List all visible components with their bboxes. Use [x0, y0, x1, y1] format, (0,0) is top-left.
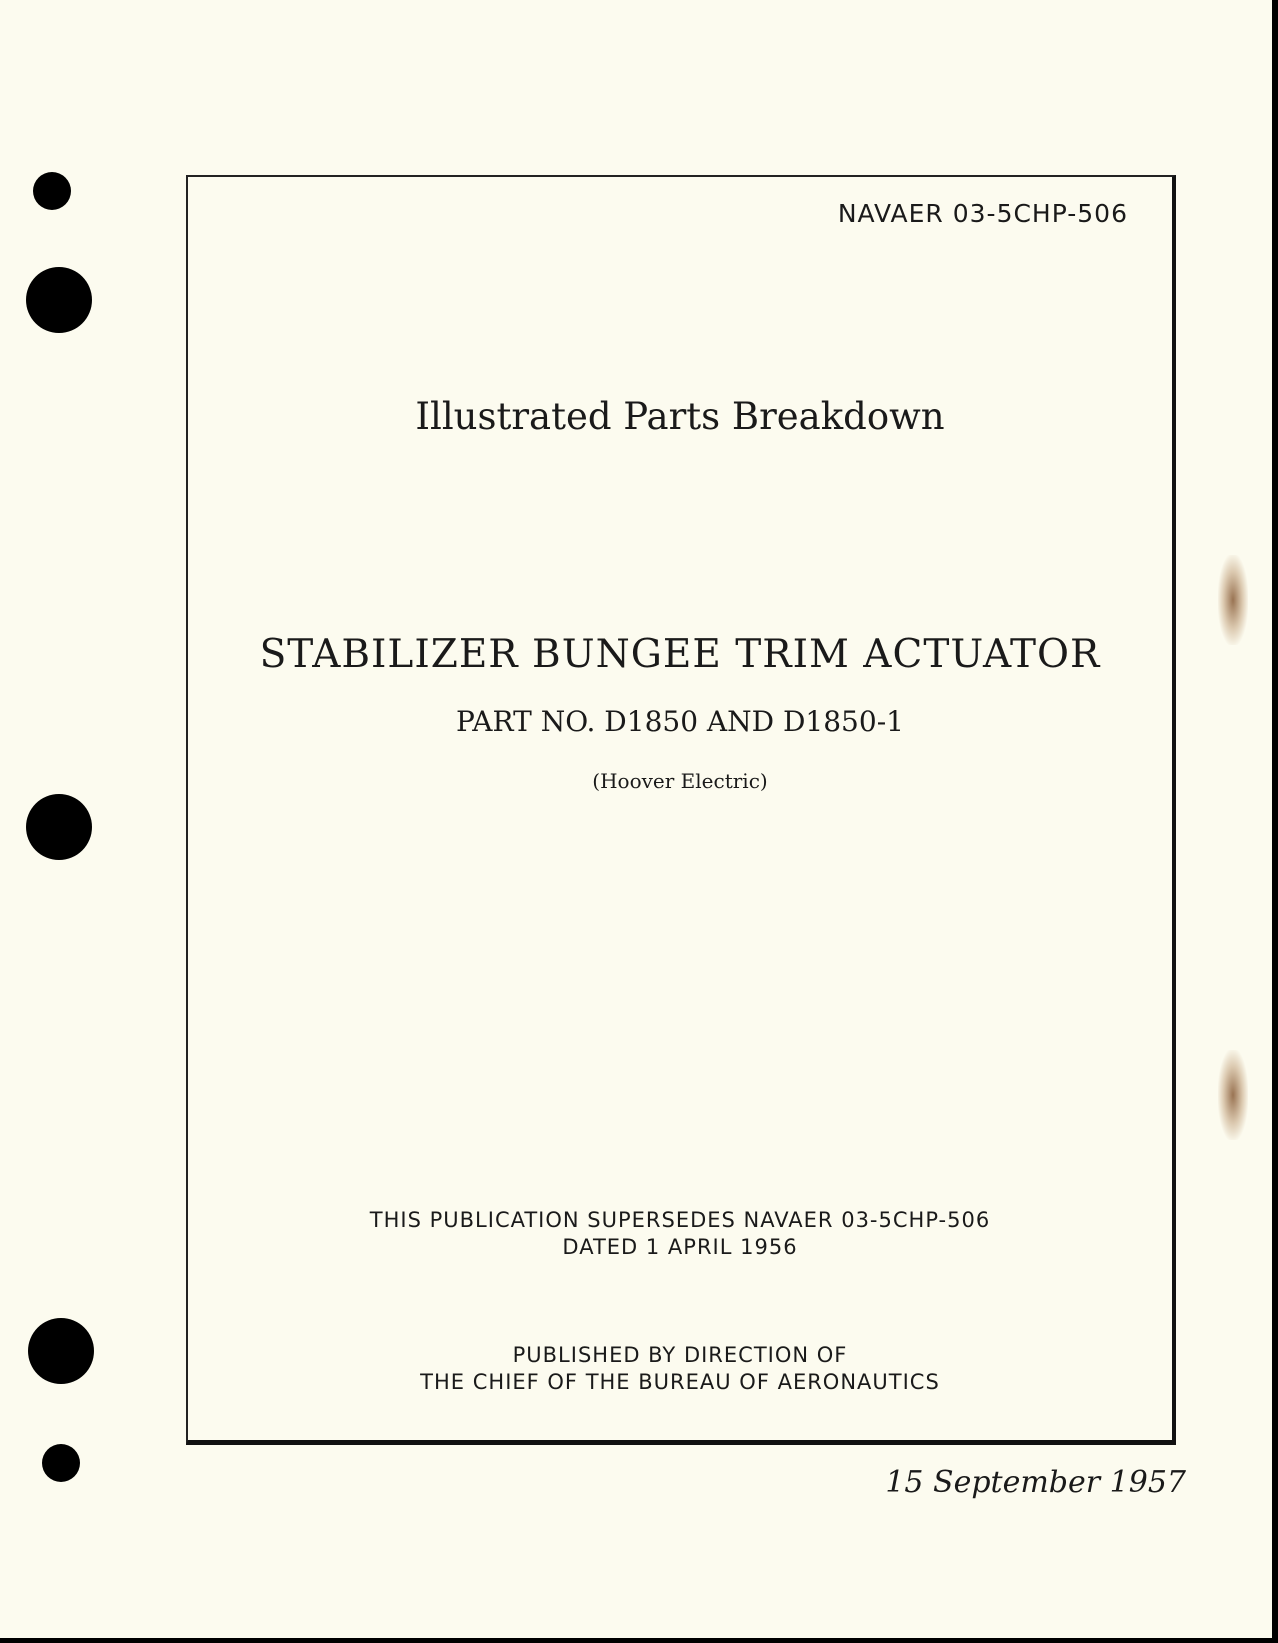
series-title: Illustrated Parts Breakdown [415, 395, 945, 438]
binder-hole-1 [33, 172, 71, 210]
manufacturer: (Hoover Electric) [592, 769, 768, 793]
rust-stain-upper [1218, 555, 1248, 645]
publication-date: 15 September 1957 [885, 1465, 1186, 1500]
main-title: STABILIZER BUNGEE TRIM ACTUATOR [259, 632, 1101, 677]
published-line-2: THE CHIEF OF THE BUREAU OF AERONAUTICS [420, 1370, 940, 1394]
supersedes-line-1: THIS PUBLICATION SUPERSEDES NAVAER 03-5CHP-506 [369, 1208, 991, 1232]
supersedes-line-2: DATED 1 APRIL 1956 [562, 1235, 798, 1259]
title-frame [186, 175, 1176, 1445]
binder-hole-4 [28, 1318, 94, 1384]
binder-hole-2 [26, 267, 92, 333]
published-by [188, 1342, 1172, 1396]
binder-hole-5 [42, 1444, 80, 1482]
supersedes-notice [188, 1207, 1172, 1261]
part-number: PART NO. D1850 AND D1850-1 [456, 705, 904, 738]
binder-hole-3 [26, 794, 92, 860]
rust-stain-lower [1218, 1050, 1248, 1140]
published-line-1: PUBLISHED BY DIRECTION OF [512, 1343, 848, 1367]
document-number: NAVAER 03-5CHP-506 [837, 199, 1128, 228]
